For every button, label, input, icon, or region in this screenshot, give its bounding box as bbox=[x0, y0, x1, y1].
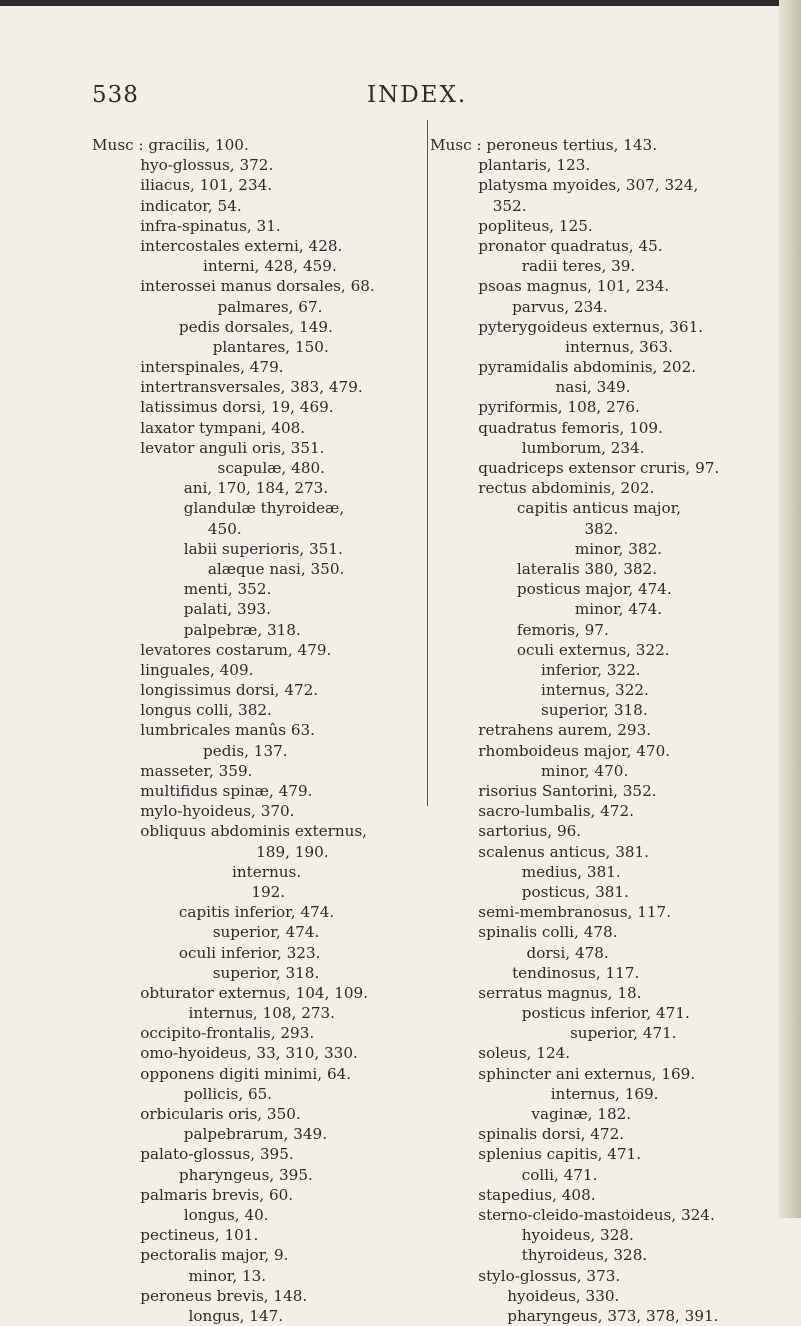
index-entry: hyoideus, 328. bbox=[430, 1226, 634, 1245]
index-entry: pedis dorsales, 149. bbox=[92, 317, 333, 336]
index-entry: masseter, 359. bbox=[92, 761, 253, 780]
index-entry: occipito-frontalis, 293. bbox=[92, 1024, 315, 1043]
index-entry: sartorius, 96. bbox=[430, 822, 582, 841]
index-entry: lumbricales manûs 63. bbox=[92, 721, 315, 740]
index-entry: ani, 170, 184, 273. bbox=[92, 479, 329, 498]
index-entry: obliquus abdominis externus, bbox=[92, 822, 368, 841]
index-entry: parvus, 234. bbox=[430, 297, 608, 316]
index-entry: quadriceps extensor cruris, 97. bbox=[430, 459, 720, 477]
index-entry: opponens digiti minimi, 64. bbox=[92, 1064, 352, 1083]
index-entry: minor, 382. bbox=[430, 539, 663, 558]
index-entry: Musc : peroneus tertius, 143. bbox=[430, 136, 658, 154]
index-entry: pronator quadratus, 45. bbox=[430, 236, 663, 255]
index-entry: thyroideus, 328. bbox=[430, 1246, 648, 1265]
index-entry: labii superioris, 351. bbox=[92, 539, 343, 558]
index-entry: pectineus, 101. bbox=[92, 1226, 259, 1245]
index-entry: superior, 318. bbox=[92, 963, 320, 982]
index-entry: capitis inferior, 474. bbox=[92, 903, 335, 922]
index-entry: lateralis 380, 382. bbox=[430, 559, 658, 578]
index-entry: posticus inferior, 471. bbox=[430, 1004, 690, 1023]
index-entry: longissimus dorsi, 472. bbox=[92, 681, 319, 700]
page-binding-edge bbox=[779, 0, 801, 1218]
index-entry: sterno-cleido-mastoideus, 324. bbox=[430, 1205, 715, 1224]
index-entry: interni, 428, 459. bbox=[92, 257, 337, 276]
index-entry: intercostales externi, 428. bbox=[92, 236, 343, 255]
index-entry: longus colli, 382. bbox=[92, 701, 272, 720]
index-entry: mylo-hyoideus, 370. bbox=[92, 802, 295, 821]
index-entry: pedis, 137. bbox=[92, 741, 288, 760]
index-entry: levator anguli oris, 351. bbox=[92, 438, 325, 457]
index-entry: posticus, 381. bbox=[430, 882, 629, 901]
index-entry: palmares, 67. bbox=[92, 297, 323, 316]
index-entry: longus, 40. bbox=[92, 1205, 269, 1224]
index-entry: pollicis, 65. bbox=[92, 1084, 273, 1103]
index-entry: serratus magnus, 18. bbox=[430, 983, 642, 1002]
index-entry: internus, 108, 273. bbox=[92, 1004, 336, 1023]
index-entry: stylo-glossus, 373. bbox=[430, 1266, 621, 1285]
index-entry: semi-membranosus, 117. bbox=[430, 903, 672, 922]
index-entry: palati, 393. bbox=[92, 600, 271, 619]
index-entry: platysma myoides, 307, 324, bbox=[430, 176, 699, 195]
index-entry: obturator externus, 104, 109. bbox=[92, 983, 369, 1002]
index-entry: 192. bbox=[92, 882, 286, 901]
index-entry: pectoralis major, 9. bbox=[92, 1246, 289, 1265]
index-entry: rectus abdominis, 202. bbox=[430, 479, 655, 498]
index-entry: indicator, 54. bbox=[92, 196, 242, 215]
index-entry: oculi inferior, 323. bbox=[92, 943, 321, 962]
index-entry: longus, 147. bbox=[92, 1306, 284, 1325]
index-entry: peroneus brevis, 148. bbox=[92, 1286, 308, 1305]
index-entry: pyriformis, 108, 276. bbox=[430, 398, 640, 417]
index-entry: internus, 322. bbox=[430, 681, 649, 700]
index-entry: scapulæ, 480. bbox=[92, 459, 325, 477]
index-entry: interossei manus dorsales, 68. bbox=[92, 277, 375, 296]
index-entry: soleus, 124. bbox=[430, 1044, 571, 1063]
index-entry: glandulæ thyroideæ, bbox=[92, 499, 345, 518]
index-entry: inferior, 322. bbox=[430, 660, 641, 679]
index-entry: hyoideus, 330. bbox=[430, 1286, 620, 1305]
index-entry: risorius Santorini, 352. bbox=[430, 782, 657, 800]
index-entry: linguales, 409. bbox=[92, 660, 254, 679]
index-entry: retrahens aurem, 293. bbox=[430, 721, 652, 740]
index-entry: dorsi, 478. bbox=[430, 943, 609, 962]
index-entry: tendinosus, 117. bbox=[430, 963, 640, 982]
page-header bbox=[0, 82, 779, 114]
index-entry: pyramidalis abdominis, 202. bbox=[430, 358, 697, 377]
index-column-left bbox=[92, 135, 422, 1326]
index-entry: rhomboideus major, 470. bbox=[430, 741, 671, 760]
index-entry: superior, 471. bbox=[430, 1024, 677, 1043]
index-entry: infra-spinatus, 31. bbox=[92, 216, 281, 235]
index-entry: iliacus, 101, 234. bbox=[92, 176, 273, 195]
index-entry: vaginæ, 182. bbox=[430, 1105, 632, 1123]
column-divider bbox=[427, 120, 428, 806]
index-entry: palmaris brevis, 60. bbox=[92, 1185, 294, 1204]
index-entry: superior, 318. bbox=[430, 701, 648, 720]
index-entry: omo-hyoideus, 33, 310, 330. bbox=[92, 1044, 358, 1063]
index-entry: psoas magnus, 101, 234. bbox=[430, 277, 670, 296]
index-entry: internus, 169. bbox=[430, 1084, 659, 1103]
index-entry: plantaris, 123. bbox=[430, 156, 591, 175]
running-head: INDEX. bbox=[367, 82, 468, 108]
index-entry: sphincter ani externus, 169. bbox=[430, 1064, 696, 1083]
index-entry: radii teres, 39. bbox=[430, 257, 636, 276]
index-column-right bbox=[430, 135, 775, 1326]
index-entry: palato-glossus, 395. bbox=[92, 1145, 294, 1164]
index-entry: laxator tympani, 408. bbox=[92, 418, 306, 437]
index-entry: superior, 474. bbox=[92, 923, 320, 942]
index-entry: intertransversales, 383, 479. bbox=[92, 378, 363, 397]
index-entry: medius, 381. bbox=[430, 862, 621, 881]
index-entry: scalenus anticus, 381. bbox=[430, 842, 650, 861]
index-entry: pharyngeus, 373, 378, 391. bbox=[430, 1306, 719, 1325]
index-entry: palpebræ, 318. bbox=[92, 620, 301, 639]
index-entry: multifidus spinæ, 479. bbox=[92, 782, 313, 800]
index-entry: colli, 471. bbox=[430, 1165, 598, 1184]
index-entry: 382. bbox=[430, 519, 619, 538]
index-entry: spinalis colli, 478. bbox=[430, 923, 618, 942]
index-entry: femoris, 97. bbox=[430, 620, 609, 639]
index-entry: pharyngeus, 395. bbox=[92, 1165, 313, 1184]
index-entry: internus, 363. bbox=[430, 337, 673, 356]
index-entry: hyo-glossus, 372. bbox=[92, 156, 274, 175]
index-entry: quadratus femoris, 109. bbox=[430, 418, 663, 437]
index-entry: posticus major, 474. bbox=[430, 580, 672, 599]
index-entry: minor, 13. bbox=[92, 1266, 267, 1285]
index-entry: stapedius, 408. bbox=[430, 1185, 596, 1204]
index-entry: 189, 190. bbox=[92, 842, 329, 861]
index-entry: palpebrarum, 349. bbox=[92, 1125, 328, 1144]
index-entry: pyterygoideus externus, 361. bbox=[430, 317, 704, 336]
index-entry: popliteus, 125. bbox=[430, 216, 593, 235]
index-entry: menti, 352. bbox=[92, 580, 272, 599]
index-entry: latissimus dorsi, 19, 469. bbox=[92, 398, 334, 417]
index-entry: 352. bbox=[430, 196, 527, 215]
index-entry: levatores costarum, 479. bbox=[92, 640, 332, 659]
index-entry: 450. bbox=[92, 519, 242, 538]
page-top-edge bbox=[0, 0, 801, 6]
index-entry: minor, 474. bbox=[430, 600, 663, 619]
index-entry: spinalis dorsi, 472. bbox=[430, 1125, 625, 1144]
index-entry: Musc : gracilis, 100. bbox=[92, 136, 249, 154]
index-entry: interspinales, 479. bbox=[92, 358, 284, 377]
index-entry: lumborum, 234. bbox=[430, 438, 645, 457]
page-number: 538 bbox=[92, 82, 139, 108]
index-entry: nasi, 349. bbox=[430, 378, 631, 397]
index-entry: orbicularis oris, 350. bbox=[92, 1105, 301, 1123]
index-entry: plantares, 150. bbox=[92, 337, 329, 356]
index-entry: oculi externus, 322. bbox=[430, 640, 670, 659]
index-entry: sacro-lumbalis, 472. bbox=[430, 802, 634, 821]
index-entry: alæque nasi, 350. bbox=[92, 559, 345, 578]
index-entry: capitis anticus major, bbox=[430, 499, 682, 518]
index-entry: internus. bbox=[92, 862, 302, 881]
index-entry: splenius capitis, 471. bbox=[430, 1145, 642, 1164]
index-entry: minor, 470. bbox=[430, 761, 629, 780]
